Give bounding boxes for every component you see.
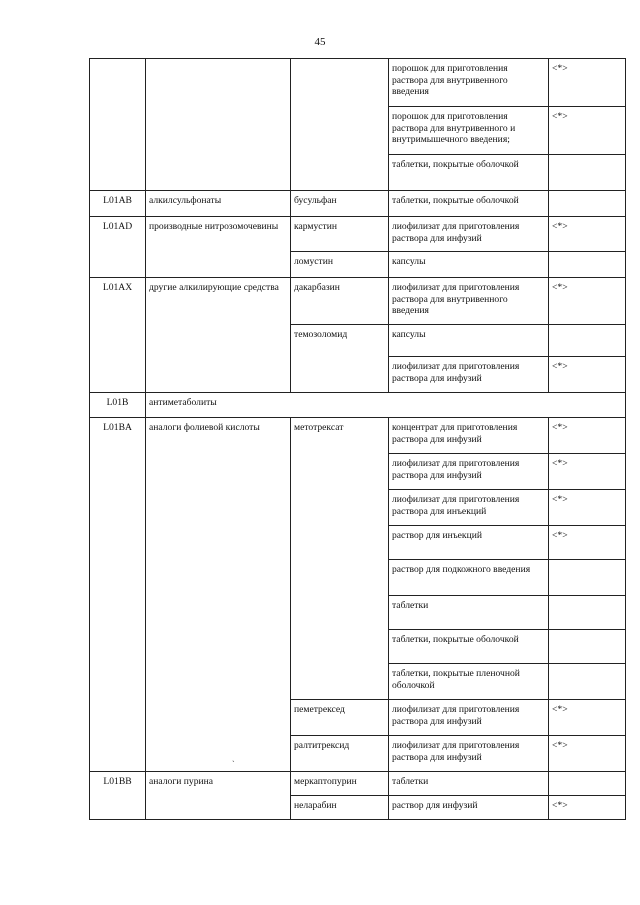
drug-name-cell: метотрексат: [291, 418, 389, 700]
table-row: [90, 217, 626, 252]
table-row: [90, 772, 626, 796]
drug-name-cell: пеметрексед: [291, 700, 389, 736]
note-cell: [549, 560, 626, 596]
atc-code-cell: L01AD: [90, 217, 146, 278]
group-cell: [146, 59, 291, 191]
atc-code-cell: L01AX: [90, 278, 146, 393]
atc-code-cell: L01AB: [90, 191, 146, 217]
note-cell: <*>: [549, 454, 626, 490]
note-cell: [549, 772, 626, 796]
dosage-form-cell: порошок для приготовления раствора для внутривенного и внутримышечного введения;: [389, 107, 549, 155]
note-cell: [549, 191, 626, 217]
drug-name-cell: ралтитрексид: [291, 736, 389, 772]
note-cell: <*>: [549, 418, 626, 454]
group-cell: другие алкилирующие средства: [146, 278, 291, 393]
note-cell: <*>: [549, 59, 626, 107]
dosage-form-cell: лиофилизат для приготовления раствора для инфузий: [389, 357, 549, 393]
dosage-form-cell: капсулы: [389, 252, 549, 278]
note-cell: <*>: [549, 796, 626, 820]
dosage-form-cell: таблетки, покрытые оболочкой: [389, 191, 549, 217]
note-cell: <*>: [549, 526, 626, 560]
dosage-form-cell: концентрат для приготовления раствора для инфузий: [389, 418, 549, 454]
dosage-form-cell: лиофилизат для приготовления раствора для инфузий: [389, 700, 549, 736]
drug-name-cell: меркаптопурин: [291, 772, 389, 796]
atc-code-cell: L01BB: [90, 772, 146, 820]
note-cell: [549, 664, 626, 700]
dosage-form-cell: раствор для инъекций: [389, 526, 549, 560]
drug-name-cell: дакарбазин: [291, 278, 389, 325]
drug-name-cell: [291, 59, 389, 191]
table-row: [90, 59, 626, 107]
drug-name-cell: ломустин: [291, 252, 389, 278]
group-cell: алкилсульфонаты: [146, 191, 291, 217]
drug-name-cell: кармустин: [291, 217, 389, 252]
group-cell: аналоги фолиевой кислоты: [146, 418, 291, 772]
dosage-form-cell: раствор для инфузий: [389, 796, 549, 820]
drug-name-cell: бусульфан: [291, 191, 389, 217]
group-cell: аналоги пурина: [146, 772, 291, 820]
dosage-form-cell: лиофилизат для приготовления раствора для инфузий: [389, 217, 549, 252]
note-cell: <*>: [549, 736, 626, 772]
dosage-form-cell: лиофилизат для приготовления раствора для инфузий: [389, 736, 549, 772]
group-cell: производные нитрозомочевины: [146, 217, 291, 278]
atc-code-cell: L01BA: [90, 418, 146, 772]
group-cell: антиметаболиты: [146, 393, 626, 418]
note-cell: [549, 252, 626, 278]
dosage-form-cell: лиофилизат для приготовления раствора для инфузий: [389, 454, 549, 490]
note-cell: <*>: [549, 217, 626, 252]
note-cell: <*>: [549, 357, 626, 393]
dosage-form-cell: таблетки, покрытые оболочкой: [389, 630, 549, 664]
atc-code-cell: [90, 59, 146, 191]
drug-name-cell: темозоломид: [291, 325, 389, 393]
dosage-form-cell: лиофилизат для приготовления раствора для инъекций: [389, 490, 549, 526]
note-cell: <*>: [549, 278, 626, 325]
table-row: [90, 278, 626, 325]
dosage-form-cell: таблетки: [389, 596, 549, 630]
note-cell: [549, 630, 626, 664]
note-cell: <*>: [549, 700, 626, 736]
scan-mark: ˎ: [232, 753, 235, 762]
dosage-form-cell: таблетки: [389, 772, 549, 796]
dosage-form-cell: таблетки, покрытые оболочкой: [389, 155, 549, 191]
note-cell: <*>: [549, 107, 626, 155]
dosage-form-cell: капсулы: [389, 325, 549, 357]
drug-name-cell: неларабин: [291, 796, 389, 820]
table-row: [90, 191, 626, 217]
atc-code-cell: L01B: [90, 393, 146, 418]
note-cell: [549, 596, 626, 630]
dosage-form-cell: раствор для подкожного введения: [389, 560, 549, 596]
dosage-form-cell: таблетки, покрытые пленочной оболочкой: [389, 664, 549, 700]
page-number: 45: [314, 36, 326, 48]
note-cell: [549, 325, 626, 357]
dosage-form-cell: лиофилизат для приготовления раствора для внутривенного введения: [389, 278, 549, 325]
note-cell: <*>: [549, 490, 626, 526]
table-row: [90, 418, 626, 454]
note-cell: [549, 155, 626, 191]
dosage-form-cell: порошок для приготовления раствора для внутривенного введения: [389, 59, 549, 107]
drug-table: [89, 58, 626, 820]
table-row: [90, 393, 626, 418]
